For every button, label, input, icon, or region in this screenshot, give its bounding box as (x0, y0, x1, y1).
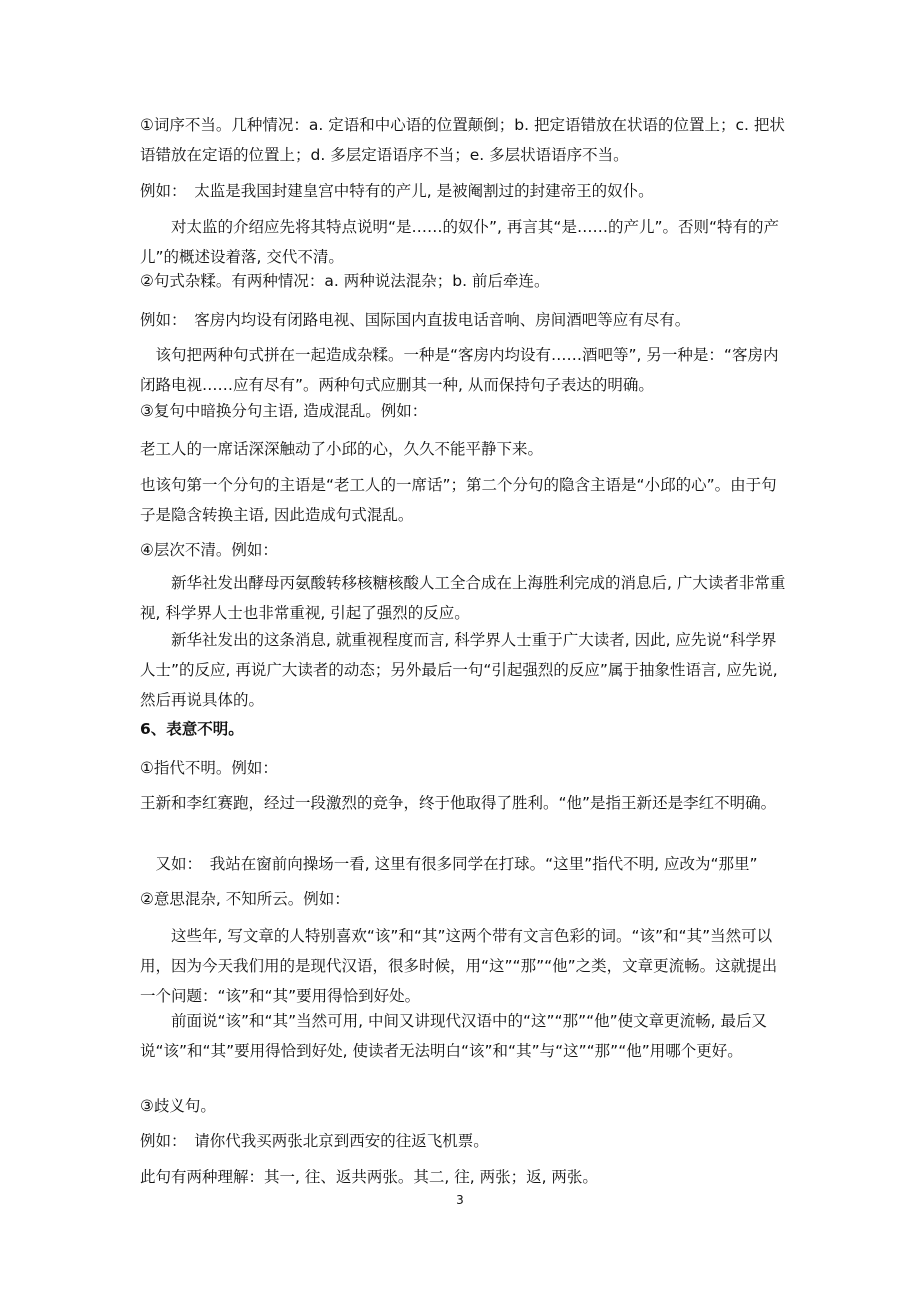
paragraph-example-eunuch: 例如： 太监是我国封建皇宫中特有的产儿, 是被阉割过的封建帝王的奴仆。 (140, 182, 654, 200)
paragraph-eunuch-analysis: 对太监的介绍应先将其特点说明“是……的奴仆”, 再言其“是……的产儿”。否则“特有的产儿”的概述设着落, 交代不清。 (140, 218, 780, 266)
paragraph-example-worker: 老工人的一席话深深触动了小邱的心，久久不能平静下来。 (140, 440, 544, 458)
paragraph-confused-meaning: ②意思混杂, 不知所云。例如： (140, 890, 350, 908)
paragraph-unclear-levels: ④层次不清。例如： (140, 541, 278, 559)
paragraph-example-hotel: 例如： 客房内均设有闭路电视、国际国内直拔电话音响、房间酒吧等应有尽有。 (140, 311, 691, 329)
paragraph-xinhua-analysis: 新华社发出的这条消息, 就重视程度而言, 科学界人士重于广大读者, 因此, 应先说“科学界人士”的反应, 再说广大读者的动态；另外最后一句“引起强烈的反应”属于抽象性语言, 应先说, 然后再说具体的。 (140, 631, 778, 709)
paragraph-hotel-analysis: 该句把两种句式拼在一起造成杂糅。一种是“客房内均设有……酒吧等”, 另一种是：“客房内闭路电视……应有尽有”。两种句式应删其一种, 从而保持句子表达的明确。 (140, 346, 779, 394)
paragraph-example-xinhua: 新华社发出酵母丙氨酸转移核糖核酸人工全合成在上海胜利完成的消息后, 广大读者非常重视, 科学界人士也非常重视, 引起了强烈的反应。 (140, 574, 786, 622)
paragraph-worker-analysis: 也该句第一个分句的主语是“老工人的一席话”；第二个分句的隐含主语是“小邱的心”。由于句子是隐含转换主语, 因此造成句式混乱。 (140, 476, 777, 524)
paragraph-example-gai-qi: 这些年, 写文章的人特别喜欢“该”和“其”这两个带有文言色彩的词。“该”和“其”当然可以用，因为今天我们用的是现代汉语，很多时候，用“这”“那”“他”之类，文章更流畅。这就提出一个问题：“该”和“其”要用得恰到好处。 (140, 927, 778, 1005)
paragraph-ambiguous-sentence: ③歧义句。 (140, 1097, 216, 1115)
paragraph-example-ticket: 例如： 请你代我买两张北京到西安的往返飞机票。 (140, 1132, 489, 1150)
paragraph-ticket-analysis: 此句有两种理解：其一, 往、返共两张。其二, 往, 两张；返, 两张。 (140, 1168, 598, 1186)
paragraph-subject-switch: ③复句中暗换分句主语, 造成混乱。例如： (140, 402, 428, 420)
paragraph-unclear-reference: ①指代不明。例如： (140, 759, 278, 777)
section-heading-unclear-meaning: 6、表意不明。 (140, 720, 244, 738)
paragraph-word-order: ①词序不当。几种情况：a. 定语和中心语的位置颠倒；b. 把定语错放在状语的位置上；c. 把状语错放在定语的位置上；d. 多层定语语序不当；e. 多层状语语序不当。 (140, 116, 785, 164)
paragraph-mixed-syntax: ②句式杂糅。有两种情况：a. 两种说法混杂；b. 前后牵连。 (140, 272, 550, 290)
paragraph-gai-qi-analysis: 前面说“该”和“其”当然可用, 中间又讲现代汉语中的“这”“那”“他”使文章更流畅, 最后又说“该”和“其”要用得恰到好处, 使读者无法明白“该”和“其”与“这”“那”“他”用哪个更好。 (140, 1012, 768, 1060)
paragraph-example-race: 王新和李红赛跑，经过一段激烈的竞争，终于他取得了胜利。“他”是指王新还是李红不明确。 (140, 794, 777, 812)
paragraph-example-window: 又如： 我站在窗前向操场一看, 这里有很多同学在打球。“这里”指代不明, 应改为“那里” (140, 855, 758, 873)
page-number: 3 (456, 1193, 464, 1207)
